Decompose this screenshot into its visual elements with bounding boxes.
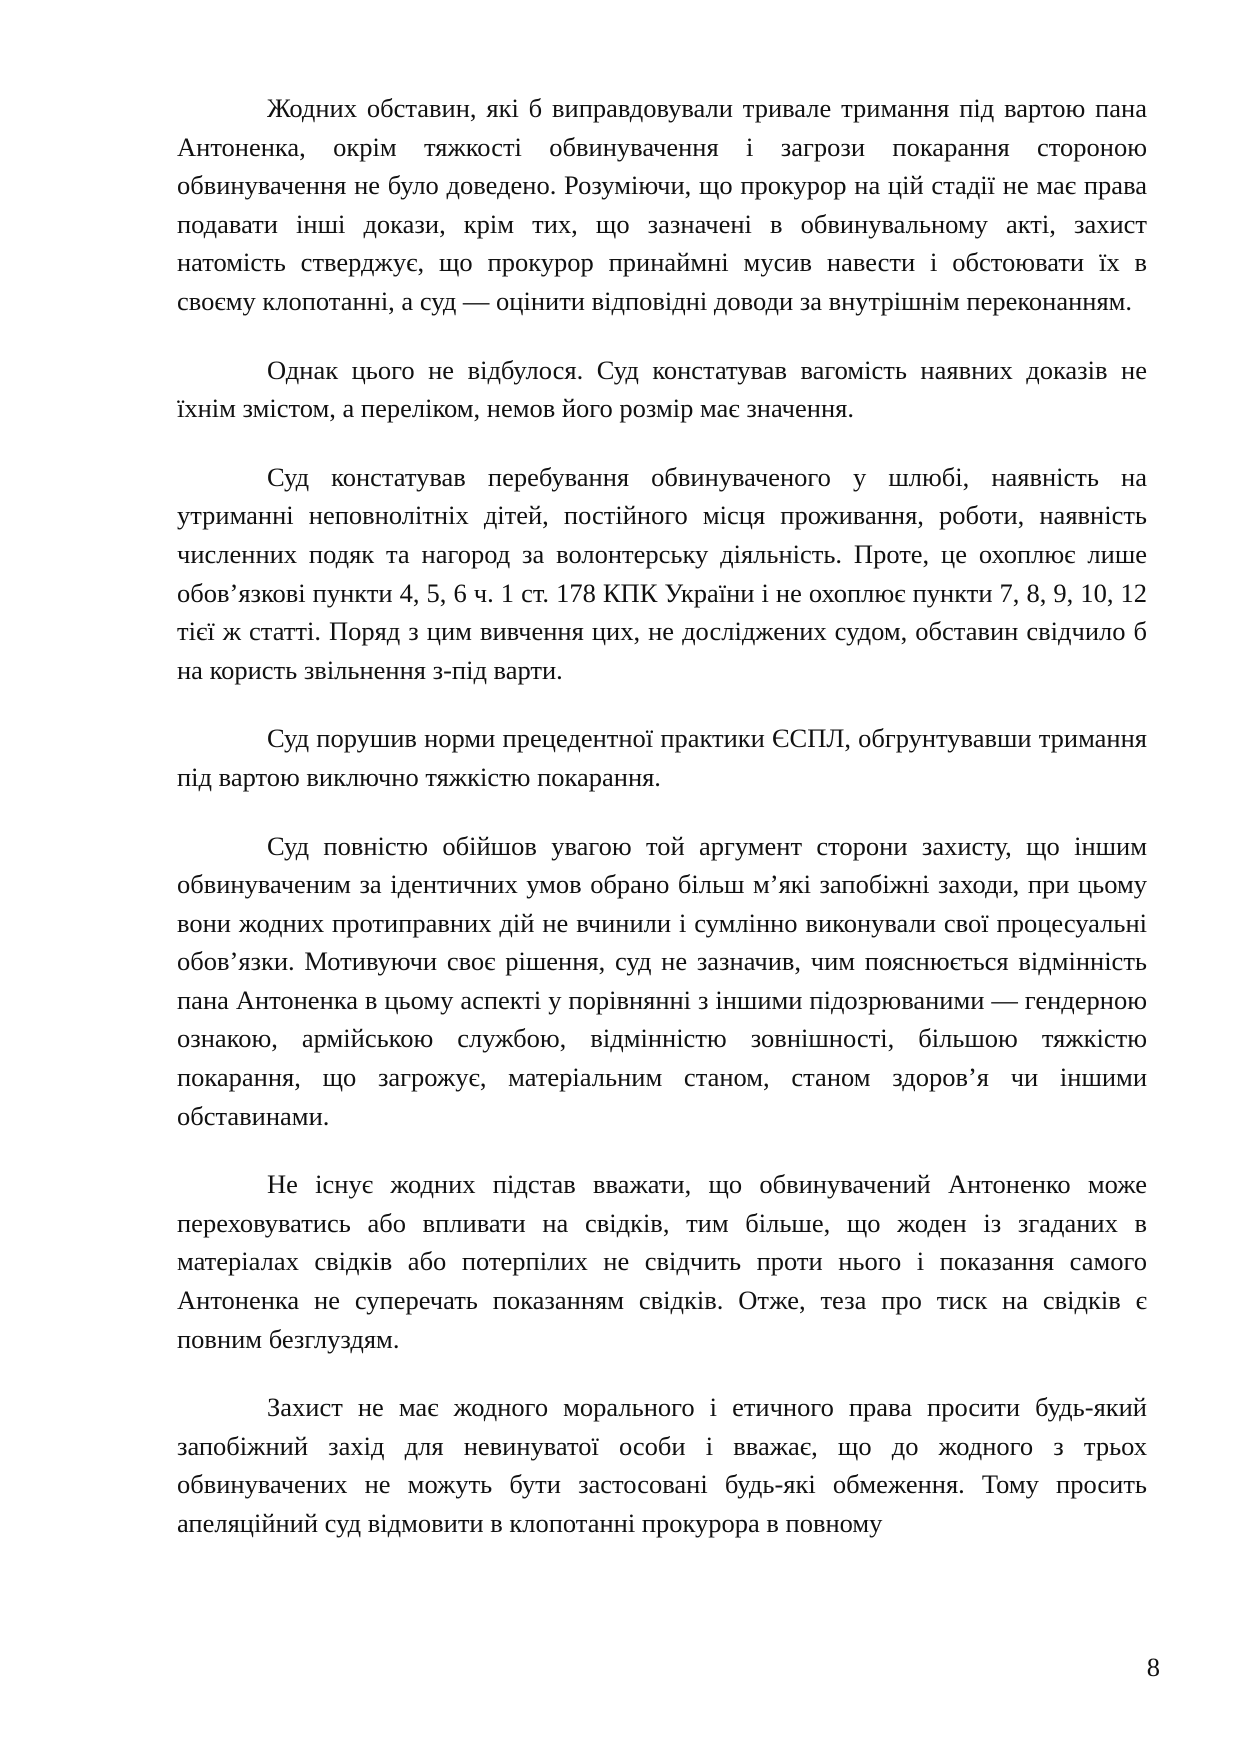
paragraph-1: Жодних обставин, які б виправдовували тривале тримання під вартою пана Антоненка, окрім тяжкості обвинувачення і загрози покарання стороною обвинувачення не було доведено. Розуміючи, що прокурор на цій стадії не має права подавати інші докази, крім тих, що зазначені в обвинувальному акті, захист натомість стверджує, що прокурор принаймні мусив навести і обстоювати їх в своєму клопотанні, а суд — оцінити відповідні доводи за внутрішнім переконанням.: [177, 93, 1147, 316]
paragraph-4: Суд порушив норми прецедентної практики ЄСПЛ, обгрунтувавши тримання під вартою виключно тяжкістю покарання.: [177, 723, 1147, 792]
page-number: 8: [1146, 1652, 1160, 1682]
paragraph-7: Захист не має жодного морального і етичного права просити будь-який запобіжний захід для невинуватої особи і вважає, що до жодного з трьох обвинувачених не можуть бути застосовані будь-які обмеження. Тому просить апеляційний суд відмовити в клопотанні прокурора в повному: [177, 1392, 1147, 1538]
paragraph-6: Не існує жодних підстав вважати, що обвинувачений Антоненко може переховуватись або впливати на свідків, тим більше, що жоден із згаданих в матеріалах свідків або потерпілих не свідчить проти нього і показання самого Антоненка не суперечать показанням свідків. Отже, теза про тиск на свідків є повним безглуздям.: [177, 1169, 1147, 1354]
body-text: [177, 89, 1147, 1543]
paragraph-5: Суд повністю обійшов увагою той аргумент сторони захисту, що іншим обвинуваченим за ідентичних умов обрано більш м’які запобіжні заходи, при цьому вони жодних протиправних дій не вчинили і сумлінно виконували свої процесуальні обов’язки. Мотивуючи своє рішення, суд не зазначив, чим пояснюється відмінність пана Антоненка в цьому аспекті у порівнянні з іншими підозрюваними — гендерною ознакою, армійською службою, відмінністю зовнішності, більшою тяжкістю покарання, що загрожує, матеріальним станом, станом здоров’я чи іншими обставинами.: [177, 830, 1147, 1131]
paragraph-2: Однак цього не відбулося. Суд констатував вагомість наявних доказів не їхнім змістом, а переліком, немов його розмір має значення.: [177, 354, 1147, 424]
paragraph-3: Суд констатував перебування обвинуваченого у шлюбі, наявність на утриманні неповнолітніх дітей, постійного місця проживання, роботи, наявність численних подяк та нагород за волонтерську діяльність. Проте, це охоплює лише обов’язкові пункти 4, 5, 6 ч. 1 ст. 178 КПК України і не охоплює пункти 7, 8, 9, 10, 12 тієї ж статті. Поряд з цим вивчення цих, не досліджених судом, обставин свідчило б на користь звільнення з-під варти.: [177, 461, 1147, 685]
